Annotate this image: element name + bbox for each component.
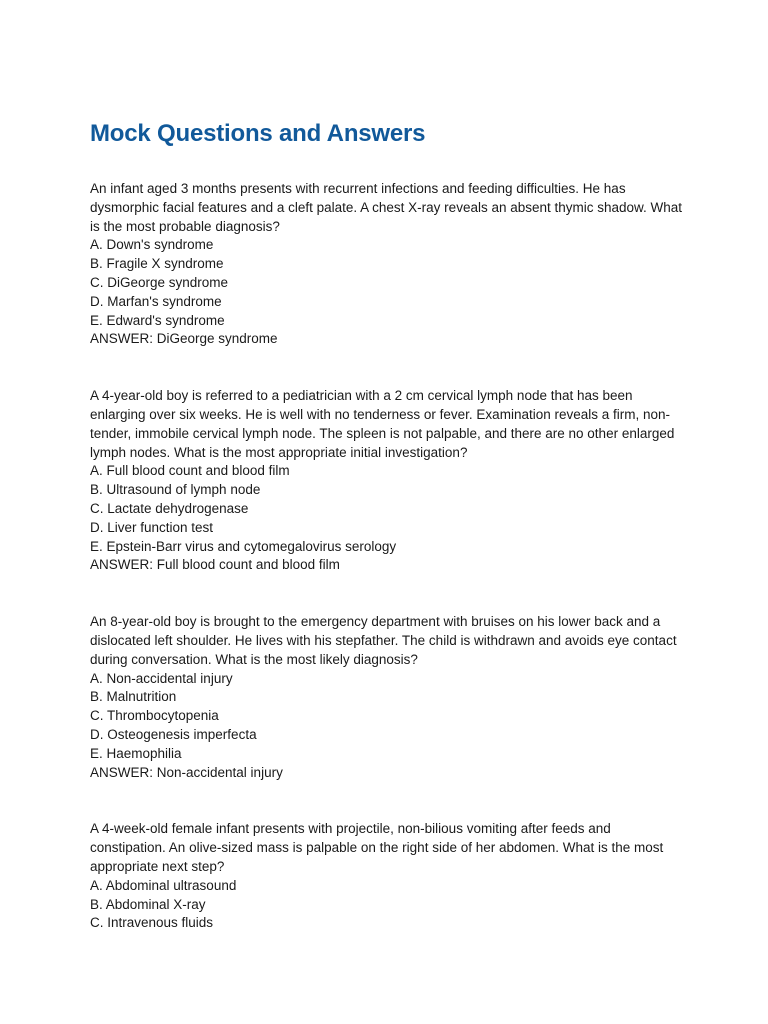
page-title: Mock Questions and Answers xyxy=(90,120,426,147)
question-stem: A 4-year-old boy is referred to a pediatrician with a 2 cm cervical lymph node that has been enlarging over six weeks. He is well with no tenderness or fever. Examination reveals a firm, non-tender, immobile cervical lymph node. The spleen is not palpable, and there are no other enlarged lymph nodes. What is the most appropriate initial investigation? xyxy=(90,388,675,460)
question-stem: An 8-year-old boy is brought to the emergency department with bruises on his lower back and a dislocated left shoulder. He lives with his stepfather. The child is withdrawn and avoids eye contact during conversation. What is the most likely diagnosis? xyxy=(90,614,677,667)
question-4 xyxy=(90,820,690,933)
question-stem: An infant aged 3 months presents with recurrent infections and feeding difficulties. He has dysmorphic facial features and a cleft palate. A chest X-ray reveals an absent thymic shadow. What is the most probable diagnosis? xyxy=(90,181,683,234)
option-d: D. Osteogenesis imperfecta xyxy=(90,726,257,742)
option-d: D. Liver function test xyxy=(90,519,214,535)
option-b: B. Abdominal X-ray xyxy=(90,896,206,912)
option-a: A. Down's syndrome xyxy=(90,237,214,253)
option-e: E. Edward's syndrome xyxy=(90,312,225,328)
question-stem: A 4-week-old female infant presents with projectile, non-bilious vomiting after feeds and constipation. An olive-sized mass is palpable on the right side of her abdomen. What is the most appropriate next step? xyxy=(90,821,664,874)
option-b: B. Ultrasound of lymph node xyxy=(90,482,261,498)
answer-text: ANSWER: DiGeorge syndrome xyxy=(90,331,278,347)
question-3 xyxy=(90,613,690,782)
option-c: C. Lactate dehydrogenase xyxy=(90,500,249,516)
question-1 xyxy=(90,180,690,349)
option-c: C. Intravenous fluids xyxy=(90,915,214,931)
option-c: C. Thrombocytopenia xyxy=(90,708,219,724)
answer-text: ANSWER: Full blood count and blood film xyxy=(90,557,340,573)
option-d: D. Marfan's syndrome xyxy=(90,293,222,309)
option-c: C. DiGeorge syndrome xyxy=(90,274,229,290)
document-content xyxy=(90,118,690,933)
answer-text: ANSWER: Non-accidental injury xyxy=(90,764,283,780)
question-2 xyxy=(90,387,690,575)
option-e: E. Haemophilia xyxy=(90,745,182,761)
option-a: A. Abdominal ultrasound xyxy=(90,877,237,893)
option-b: B. Fragile X syndrome xyxy=(90,256,224,272)
option-a: A. Non-accidental injury xyxy=(90,670,233,686)
option-b: B. Malnutrition xyxy=(90,689,177,705)
option-e: E. Epstein-Barr virus and cytomegalovirus serology xyxy=(90,538,397,554)
option-a: A. Full blood count and blood film xyxy=(90,463,290,479)
